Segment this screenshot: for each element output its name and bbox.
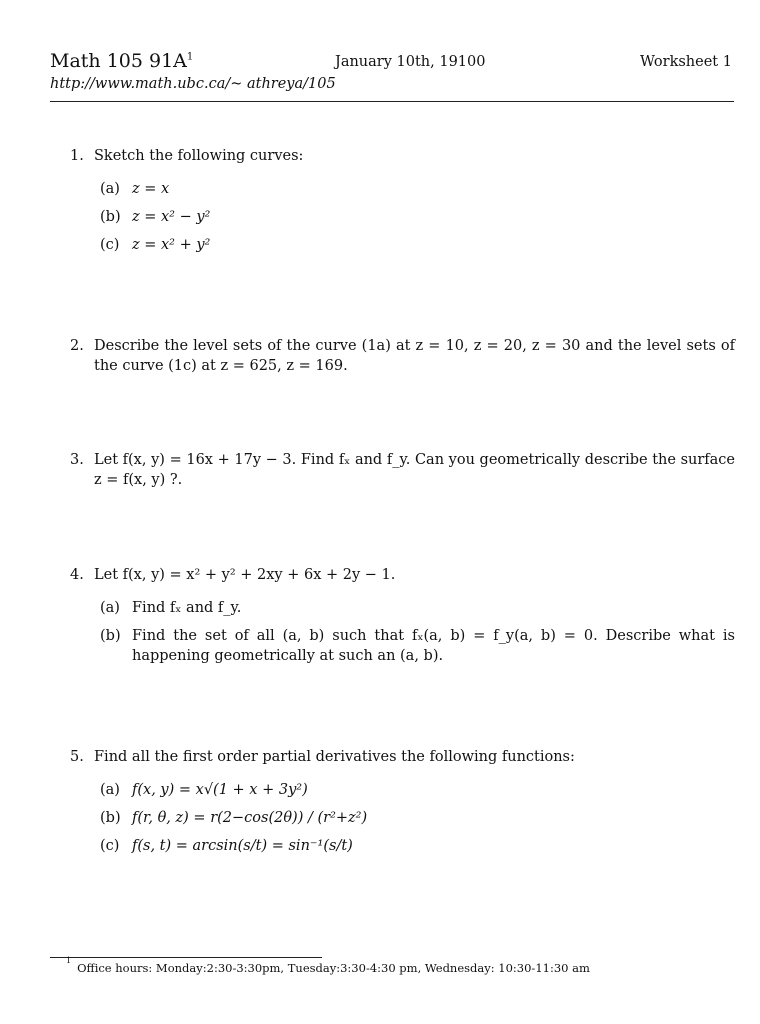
footnote-mark: 1: [186, 51, 194, 63]
problem-number: 4.: [70, 567, 84, 583]
problem-number: 2.: [70, 338, 84, 354]
sub-item-label: (b): [100, 810, 121, 826]
footnote-marker: 1: [66, 956, 72, 965]
sub-item-label: (a): [100, 181, 120, 197]
sub-item-text: f(s, t) = arcsin(s/t) = sin⁻¹(s/t): [132, 838, 353, 854]
sub-item: [100, 179, 735, 199]
sub-item-text: Find the set of all (a, b) such that fₓ(a, b) = f_y(a, b) = 0. Describe what is happening geometrically at such an (a, b).: [132, 628, 735, 664]
problem-text: Sketch the following curves:: [94, 148, 304, 164]
sub-item-text: f(x, y) = x√(1 + x + 3y²): [132, 782, 308, 798]
sub-item-label: (c): [100, 237, 120, 253]
header-divider: [50, 101, 734, 102]
problem-1: [70, 146, 735, 255]
problem-number: 5.: [70, 749, 84, 765]
problem-5: [70, 747, 735, 856]
problem-text: Describe the level sets of the curve (1a) at z = 10, z = 20, z = 30 and the level sets of the curve (1c) at z = 625, z = 169.: [94, 338, 735, 374]
sub-item-text: z = x² − y²: [132, 209, 211, 225]
problem-text: Let f(x, y) = 16x + 17y − 3. Find fₓ and f_y. Can you geometrically describe the surface z = f(x, y) ?.: [94, 452, 735, 488]
sub-item: [100, 235, 735, 255]
sub-item-text: f(r, θ, z) = r(2−cos(2θ)) / (r²+z²): [132, 810, 368, 826]
sub-item: [100, 780, 735, 800]
problem-2: [70, 336, 735, 376]
sub-item-label: (b): [100, 209, 121, 225]
course-url: http://www.math.ubc.ca/~ athreya/105: [50, 76, 336, 92]
worksheet-label: Worksheet 1: [640, 54, 732, 70]
worksheet-date: January 10th, 19100: [335, 54, 486, 70]
problem-number: 1.: [70, 148, 84, 164]
sub-item-text: Find fₓ and f_y.: [132, 600, 242, 616]
sub-item-text: z = x: [132, 181, 170, 197]
sub-item: [100, 207, 735, 227]
problem-text: Find all the first order partial derivatives the following functions:: [94, 749, 575, 765]
sub-item: [100, 598, 735, 618]
sub-item: [100, 836, 735, 856]
sub-item-label: (a): [100, 782, 120, 798]
sub-item: [100, 626, 735, 666]
footnote-text: Office hours: Monday:2:30-3:30pm, Tuesday:3:30-4:30 pm, Wednesday: 10:30-11:30 am: [77, 960, 590, 975]
footnote: [66, 956, 590, 975]
sub-item: [100, 808, 735, 828]
problem-text: Let f(x, y) = x² + y² + 2xy + 6x + 2y − 1.: [94, 567, 396, 583]
problem-4: [70, 565, 735, 666]
problem-number: 3.: [70, 452, 84, 468]
sub-item-label: (c): [100, 838, 120, 854]
sub-item-label: (b): [100, 628, 121, 644]
sub-item-text: z = x² + y²: [132, 237, 211, 253]
course-title: Math 105 $91A^1$: [50, 50, 194, 72]
problem-3: [70, 450, 735, 490]
sub-item-label: (a): [100, 600, 120, 616]
footnote-divider: [50, 957, 322, 958]
